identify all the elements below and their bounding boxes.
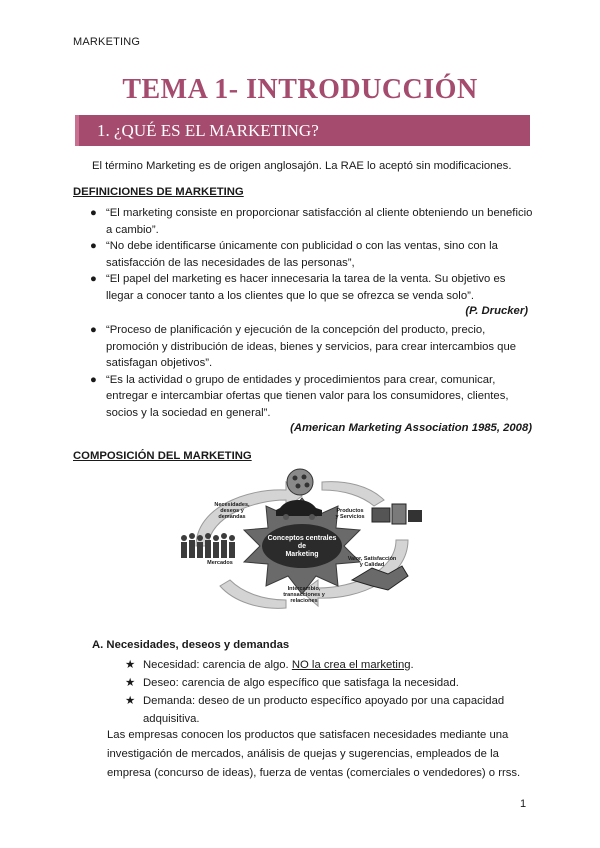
needs-list [125, 656, 525, 728]
center-label-line1: Conceptos centrales [267, 535, 337, 542]
composition-heading: COMPOSICIÓN DEL MARKETING [73, 450, 252, 462]
bullet-icon: ● [90, 373, 97, 386]
list-item: ★ Necesidad: carencia de algo. NO la crea el marketing. [125, 656, 525, 674]
star-icon: ★ [125, 659, 136, 671]
attribution-drucker: (P. Drucker) [465, 305, 528, 317]
attribution-ama: (American Marketing Association 1985, 2008) [290, 422, 532, 434]
definitions-list-1 [73, 205, 533, 304]
list-item: ● “No debe identificarse únicamente con publicidad o con las ventas, sino con la satisfacción de las necesidades de las personas”, [90, 240, 498, 269]
label-productos-1: Productos [336, 508, 364, 514]
bullet-icon: ● [90, 240, 97, 252]
subsection-heading: A. Necesidades, deseos y demandas [92, 639, 290, 651]
people-image [181, 533, 235, 558]
label-necesidades-3: demandas [218, 514, 246, 520]
label-necesidades-2: deseos y [220, 508, 244, 514]
section-title: 1. ¿QUÉ ES EL MARKETING? [97, 121, 319, 140]
label-intercambio-2: transacciones y [283, 592, 325, 598]
page-number: 1 [520, 798, 527, 810]
center-label-line2: de [297, 543, 307, 550]
section-title-bar [75, 115, 530, 146]
label-productos-2: y Servicios [335, 514, 365, 520]
list-item: ● “El marketing consiste en proporcionar satisfacción al cliente obteniendo un beneficio a cambio”. [90, 207, 533, 236]
list-item: ★ Deseo: carencia de algo específico que satisfaga la necesidad. [125, 674, 525, 692]
intro-paragraph: El término Marketing es de origen anglosajón. La RAE lo aceptó sin modificaciones. [92, 160, 512, 172]
label-valor-1: Valor, Satisfacción [347, 556, 397, 562]
bullet-icon: ● [90, 207, 97, 219]
label-valor-2: y Calidad [359, 562, 385, 568]
page-title: TEMA 1- INTRODUCCIÓN [122, 74, 478, 105]
definitions-list-2 [73, 322, 533, 421]
label-intercambio-1: Intercambio, [287, 586, 321, 592]
list-item: ★ Demanda: deseo de un producto específico apoyado por una capacidad adquisitiva. [125, 692, 525, 728]
center-label-line3: Marketing [285, 551, 319, 558]
marketing-concepts-figure [176, 468, 428, 618]
body-paragraph: Las empresas conocen los productos que satisfacen necesidades mediante una investigación de mercados, análisis de quejas y sugerencias, empleados de la empresa (concurso de ideas), fuerza de ventas (comerciales o vendedores) o rrss. [107, 729, 521, 779]
star-icon: ★ [125, 677, 136, 689]
list-item: ● “El papel del marketing es hacer innecesaria la tarea de la venta. Su objetivo es llegar a conocer tanto a los clientes que lo que se ofrezca se venda solo”. [90, 273, 506, 302]
list-item: ● “Proceso de planificación y ejecución de la concepción del producto, precio, promoción y distribución de ideas, bienes y servicios, para crear intercambios que satisfagan objetivos”. [90, 324, 517, 369]
marketing-concepts-diagram [176, 468, 428, 618]
label-mercados: Mercados [207, 560, 233, 566]
list-item: ● “Es la actividad o grupo de entidades y procedimientos para crear, comunicar, entregar e intercambiar ofertas que tienen valor para los consumidores, clientes, socios y la sociedad en general”. [90, 373, 509, 419]
bullet-icon: ● [90, 324, 97, 336]
star-icon: ★ [125, 695, 136, 707]
pizza-image [287, 469, 313, 495]
page-header: MARKETING [73, 36, 141, 48]
definitions-heading: DEFINICIONES DE MARKETING [73, 186, 244, 198]
bullet-icon: ● [90, 273, 97, 285]
label-necesidades-1: Necesidades, [214, 502, 250, 508]
label-intercambio-3: relaciones [290, 598, 318, 604]
